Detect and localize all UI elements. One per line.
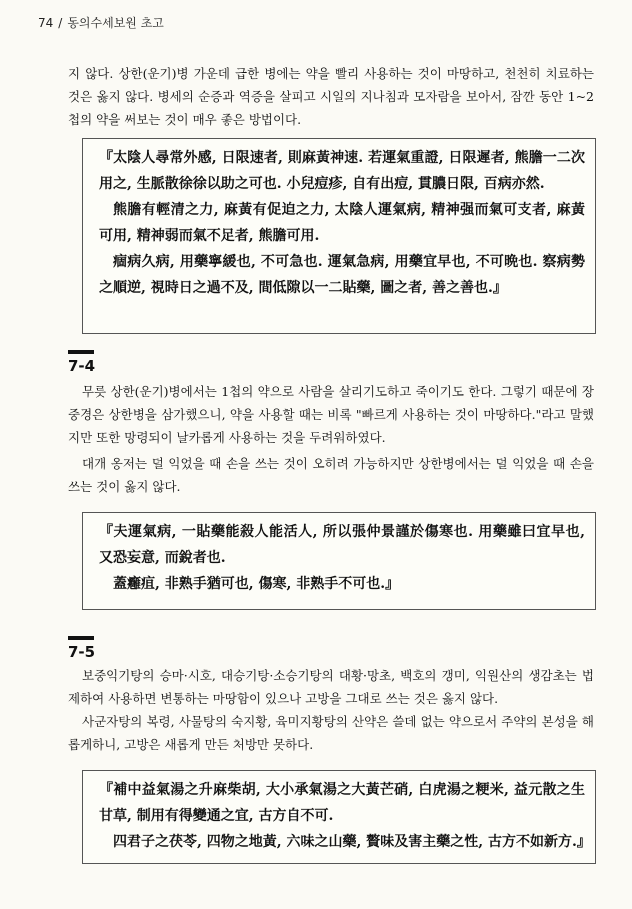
section-heading-7-5 [68, 636, 95, 661]
quote-line: 『補中益氣湯之升麻柴胡, 大小承氣湯之大黃芒硝, 白虎湯之粳米, 益元散之生甘草, 制用有得變通之宜, 古方自不可. [99, 782, 585, 824]
section-heading-7-4 [68, 350, 95, 375]
paragraph-7-4-2: 대개 옹저는 덜 익었을 때 손을 쓰는 것이 오히려 가능하지만 상한병에서는 덜 익었을 때 손을 쓰는 것이 옳지 않다. [68, 456, 594, 494]
paragraph-continuation: 지 않다. 상한(운기)병 가운데 급한 병에는 약을 빨리 사용하는 것이 마땅하고, 천천히 치료하는 것은 옳지 않다. 병세의 순증과 역증을 살피고 시일의 지나침과 모자람을 보아서, 잠깐 동안 1~2첩의 약을 써보는 것이 매우 좋은 방법이다. [68, 66, 594, 127]
quote-box-3 [82, 770, 596, 864]
header-separator: / [58, 16, 63, 30]
section-label: 7-5 [68, 643, 96, 661]
heading-bar [68, 636, 94, 640]
paragraph-7-5-1: 보중익기탕의 승마·시호, 대승기탕·소승기탕의 대황·망초, 백호의 갱미, 익원산의 생감초는 법제하여 사용하면 변통하는 마땅함이 있으나 고방을 그대로 쓰는 것은 옳지 않다. [68, 668, 594, 706]
heading-bar [68, 350, 94, 354]
quote-line: 痼病久病, 用藥寧緩也, 不可急也. 運氣急病, 用藥宜早也, 不可晩也. 察病勢之順逆, 視時日之過不及, 間低隙以一二貼藥, 圖之者, 善之善也.』 [99, 254, 585, 296]
quote-box-2 [82, 512, 596, 610]
paragraph-7-4-1: 무릇 상한(운기)병에서는 1첩의 약으로 사람을 살리기도하고 죽이기도 한다. 그렇기 때문에 장중경은 상한병을 삼가했으니, 약을 사용할 때는 비록 "빠르게 사용하는 것이 마땅하다."라고 말했지만 또한 망령되이 날카롭게 사용하는 것을 두려워하였다. [68, 384, 594, 445]
paragraph-7-5-2: 사군자탕의 복령, 사물탕의 숙지황, 육미지황탕의 산약은 쓸데 없는 약으로서 주약의 본성을 해롭게하니, 고방은 새롭게 만든 처방만 못하다. [68, 714, 594, 752]
quote-line: 『夫運氣病, 一貼藥能殺人能活人, 所以張仲景謹於傷寒也. 用藥雖曰宜早也, 又恐妄意, 而銳者也. [99, 524, 585, 566]
quote-line: 熊膽有輕清之力, 麻黃有促迫之力, 太陰人運氣病, 精神强而氣可支者, 麻黃可用, 精神弱而氣不足者, 熊膽可用. [99, 202, 585, 244]
quote-box-1 [82, 138, 596, 334]
page-number: 74 [38, 16, 54, 30]
quote-line: 『太陰人尋常外感, 日限速者, 則麻黃神速. 若運氣重證, 日限遲者, 熊膽一二次用之, 生脈散徐徐以助之可也. 小兒痘疹, 自有出痘, 貫膿日限, 百病亦然. [99, 150, 585, 192]
quote-line: 蓋癰疽, 非熟手猶可也, 傷寒, 非熟手不可也.』 [113, 576, 400, 592]
section-label: 7-4 [68, 357, 96, 375]
book-title: 동의수세보원 초고 [67, 16, 164, 30]
running-header [38, 14, 164, 31]
quote-line: 四君子之茯苓, 四物之地黃, 六味之山藥, 贅味及害主藥之性, 古方不如新方.』 [113, 834, 591, 850]
